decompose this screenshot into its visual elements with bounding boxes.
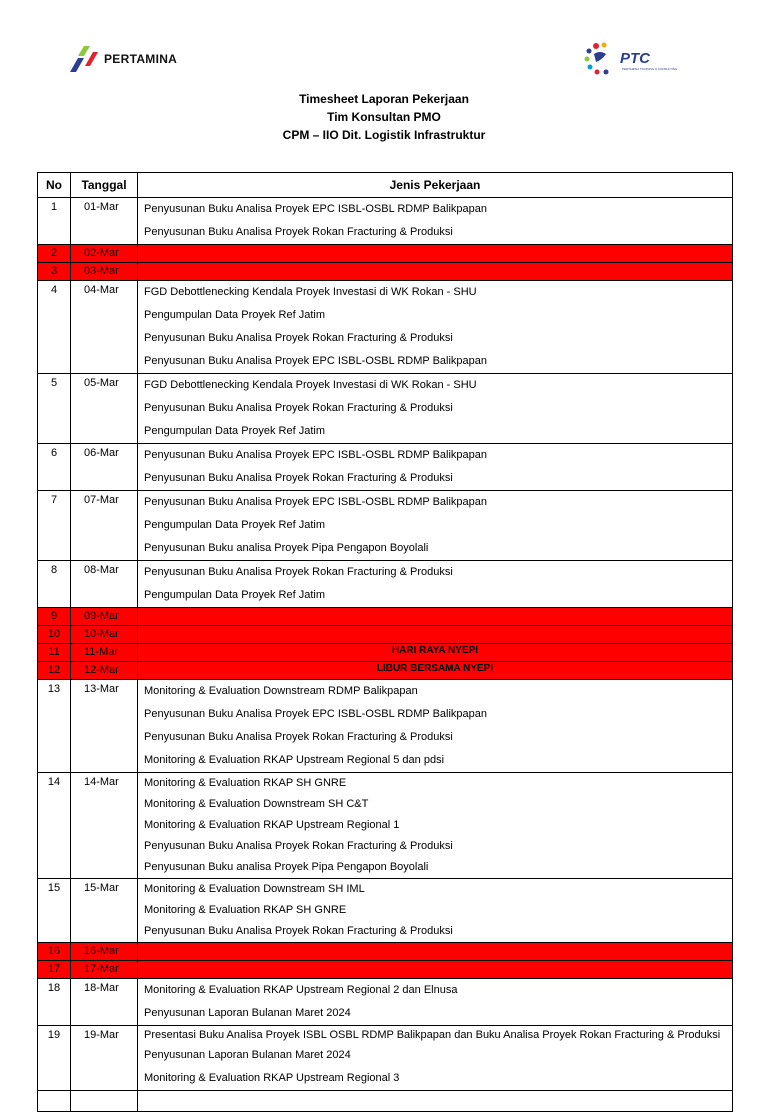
table-body bbox=[38, 198, 733, 1112]
row-date: 13-Mar bbox=[71, 680, 138, 773]
row-number: 16 bbox=[38, 943, 71, 961]
table-row bbox=[38, 198, 733, 245]
task-item: Penyusunan Buku Analisa Proyek EPC ISBL-OSBL RDMP Balikpapan bbox=[144, 496, 488, 508]
table-row-holiday bbox=[38, 626, 733, 644]
row-tasks bbox=[138, 491, 733, 561]
task-item: Monitoring & Evaluation RKAP Upstream Regional 5 dan pdsi bbox=[144, 754, 445, 766]
pertamina-logo-icon bbox=[68, 44, 98, 74]
task-item: Monitoring & Evaluation RKAP SH GNRE bbox=[144, 777, 347, 789]
row-date: 04-Mar bbox=[71, 281, 138, 374]
task-item: Penyusunan Buku analisa Proyek Pipa Pengapon Boyolali bbox=[144, 861, 429, 873]
row-number: 10 bbox=[38, 626, 71, 644]
row-tasks bbox=[138, 1091, 733, 1112]
row-number: 19 bbox=[38, 1026, 71, 1091]
task-item: Monitoring & Evaluation RKAP Upstream Regional 1 bbox=[144, 819, 400, 831]
pertamina-wordmark: PERTAMINA bbox=[104, 52, 178, 66]
task-item: Penyusunan Buku Analisa Proyek Rokan Fracturing & Produksi bbox=[144, 840, 453, 852]
header-no: No bbox=[38, 173, 71, 198]
row-tasks bbox=[138, 943, 733, 961]
row-date: 05-Mar bbox=[71, 374, 138, 444]
row-number: 18 bbox=[38, 979, 71, 1026]
task-item: Pengumpulan Data Proyek Ref Jatim bbox=[144, 425, 325, 437]
ptc-logo-icon bbox=[582, 40, 622, 78]
task-item: Penyusunan Buku Analisa Proyek Rokan Fracturing & Produksi bbox=[144, 332, 453, 344]
table-row-holiday bbox=[38, 608, 733, 626]
row-date: 02-Mar bbox=[71, 245, 138, 263]
table-row bbox=[38, 1026, 733, 1091]
table-row bbox=[38, 491, 733, 561]
row-number: 14 bbox=[38, 773, 71, 879]
task-item: Penyusunan Buku Analisa Proyek Rokan Fracturing & Produksi bbox=[144, 731, 453, 743]
table-row-holiday bbox=[38, 263, 733, 281]
row-number: 4 bbox=[38, 281, 71, 374]
row-number: 5 bbox=[38, 374, 71, 444]
table-row bbox=[38, 773, 733, 879]
task-item: Penyusunan Buku Analisa Proyek EPC ISBL-OSBL RDMP Balikpapan bbox=[144, 203, 488, 215]
row-tasks bbox=[138, 608, 733, 626]
row-date: 16-Mar bbox=[71, 943, 138, 961]
task-item: Monitoring & Evaluation Downstream SH C&T bbox=[144, 798, 369, 810]
task-item: Penyusunan Buku Analisa Proyek Rokan Fracturing & Produksi bbox=[144, 925, 453, 937]
document-title bbox=[0, 90, 768, 144]
row-date: 03-Mar bbox=[71, 263, 138, 281]
ptc-tagline: PERTAMINA TRAINING & CONSULTING bbox=[622, 67, 678, 71]
row-tasks bbox=[138, 1026, 733, 1091]
row-date: 18-Mar bbox=[71, 979, 138, 1026]
row-date: 09-Mar bbox=[71, 608, 138, 626]
row-number: 9 bbox=[38, 608, 71, 626]
row-date bbox=[71, 1091, 138, 1112]
row-number: 8 bbox=[38, 561, 71, 608]
table-row-holiday bbox=[38, 943, 733, 961]
pertamina-logo bbox=[68, 44, 177, 74]
row-date: 14-Mar bbox=[71, 773, 138, 879]
row-tasks bbox=[138, 680, 733, 773]
row-number: 15 bbox=[38, 879, 71, 943]
task-item: Penyusunan Laporan Bulanan Maret 2024 bbox=[144, 1049, 351, 1061]
holiday-note: LIBUR BERSAMA NYEPI bbox=[138, 662, 733, 680]
row-number: 2 bbox=[38, 245, 71, 263]
row-number bbox=[38, 1091, 71, 1112]
row-date: 10-Mar bbox=[71, 626, 138, 644]
task-item: Penyusunan Buku Analisa Proyek EPC ISBL-OSBL RDMP Balikpapan bbox=[144, 449, 488, 461]
timesheet-table bbox=[37, 172, 733, 1112]
row-tasks bbox=[138, 281, 733, 374]
task-item: Monitoring & Evaluation RKAP SH GNRE bbox=[144, 904, 347, 916]
row-tasks bbox=[138, 198, 733, 245]
table-header-row bbox=[38, 173, 733, 198]
task-item: Monitoring & Evaluation Downstream RDMP Balikpapan bbox=[144, 685, 418, 697]
task-item: Penyusunan Buku Analisa Proyek Rokan Fracturing & Produksi bbox=[144, 566, 453, 578]
row-date: 11-Mar bbox=[71, 644, 138, 662]
task-item: Penyusunan Laporan Bulanan Maret 2024 bbox=[144, 1007, 351, 1019]
table-row-holiday bbox=[38, 245, 733, 263]
task-item: Pengumpulan Data Proyek Ref Jatim bbox=[144, 589, 325, 601]
row-tasks bbox=[138, 626, 733, 644]
table-row bbox=[38, 879, 733, 943]
task-item: FGD Debottlenecking Kendala Proyek Investasi di WK Rokan - SHU bbox=[144, 379, 477, 391]
row-date: 08-Mar bbox=[71, 561, 138, 608]
holiday-note: HARI RAYA NYEPI bbox=[138, 644, 733, 662]
task-item: Penyusunan Buku Analisa Proyek EPC ISBL-OSBL RDMP Balikpapan bbox=[144, 355, 488, 367]
task-item: Monitoring & Evaluation Downstream SH IML bbox=[144, 883, 365, 895]
row-tasks bbox=[138, 979, 733, 1026]
table-row bbox=[38, 281, 733, 374]
table-row bbox=[38, 374, 733, 444]
task-item: Pengumpulan Data Proyek Ref Jatim bbox=[144, 309, 325, 321]
row-number: 11 bbox=[38, 644, 71, 662]
task-item: Penyusunan Buku Analisa Proyek Rokan Fracturing & Produksi bbox=[144, 226, 453, 238]
row-tasks bbox=[138, 961, 733, 979]
task-item: Penyusunan Buku Analisa Proyek Rokan Fracturing & Produksi bbox=[144, 402, 453, 414]
row-date: 12-Mar bbox=[71, 662, 138, 680]
task-item: Monitoring & Evaluation RKAP Upstream Regional 2 dan Elnusa bbox=[144, 984, 458, 996]
table-row bbox=[38, 680, 733, 773]
task-item: Monitoring & Evaluation RKAP Upstream Regional 3 bbox=[144, 1072, 400, 1084]
task-item: Penyusunan Buku Analisa Proyek Rokan Fracturing & Produksi bbox=[144, 472, 453, 484]
task-item: Presentasi Buku Analisa Proyek ISBL OSBL RDMP Balikpapan dan Buku Analisa Proyek Rokan Fracturing & Produksi bbox=[144, 1029, 721, 1041]
row-tasks bbox=[138, 263, 733, 281]
table-row bbox=[38, 979, 733, 1026]
title-line-1: Timesheet Laporan Pekerjaan bbox=[299, 92, 469, 106]
ptc-wordmark: PTC bbox=[620, 50, 650, 67]
header-jenis-pekerjaan: Jenis Pekerjaan bbox=[138, 173, 733, 198]
row-number: 7 bbox=[38, 491, 71, 561]
table-row bbox=[38, 561, 733, 608]
table-row-holiday bbox=[38, 644, 733, 662]
row-tasks bbox=[138, 773, 733, 879]
task-item: Pengumpulan Data Proyek Ref Jatim bbox=[144, 519, 325, 531]
row-date: 15-Mar bbox=[71, 879, 138, 943]
task-item: Penyusunan Buku Analisa Proyek EPC ISBL-OSBL RDMP Balikpapan bbox=[144, 708, 488, 720]
ptc-logo bbox=[582, 40, 692, 78]
title-line-3: CPM – IIO Dit. Logistik Infrastruktur bbox=[282, 128, 486, 142]
table-row-empty bbox=[38, 1091, 733, 1112]
row-date: 06-Mar bbox=[71, 444, 138, 491]
table-row-holiday bbox=[38, 961, 733, 979]
row-number: 6 bbox=[38, 444, 71, 491]
row-tasks bbox=[138, 374, 733, 444]
table-row bbox=[38, 444, 733, 491]
table-row-holiday bbox=[38, 662, 733, 680]
task-item: Penyusunan Buku analisa Proyek Pipa Pengapon Boyolali bbox=[144, 542, 429, 554]
row-tasks bbox=[138, 561, 733, 608]
row-tasks bbox=[138, 245, 733, 263]
title-line-2: Tim Konsultan PMO bbox=[327, 110, 441, 124]
row-number: 13 bbox=[38, 680, 71, 773]
row-tasks bbox=[138, 444, 733, 491]
row-number: 1 bbox=[38, 198, 71, 245]
row-number: 17 bbox=[38, 961, 71, 979]
row-date: 07-Mar bbox=[71, 491, 138, 561]
row-tasks bbox=[138, 879, 733, 943]
row-date: 17-Mar bbox=[71, 961, 138, 979]
header-tanggal: Tanggal bbox=[71, 173, 138, 198]
task-item: FGD Debottlenecking Kendala Proyek Investasi di WK Rokan - SHU bbox=[144, 286, 477, 298]
row-number: 3 bbox=[38, 263, 71, 281]
row-number: 12 bbox=[38, 662, 71, 680]
row-date: 01-Mar bbox=[71, 198, 138, 245]
row-date: 19-Mar bbox=[71, 1026, 138, 1091]
